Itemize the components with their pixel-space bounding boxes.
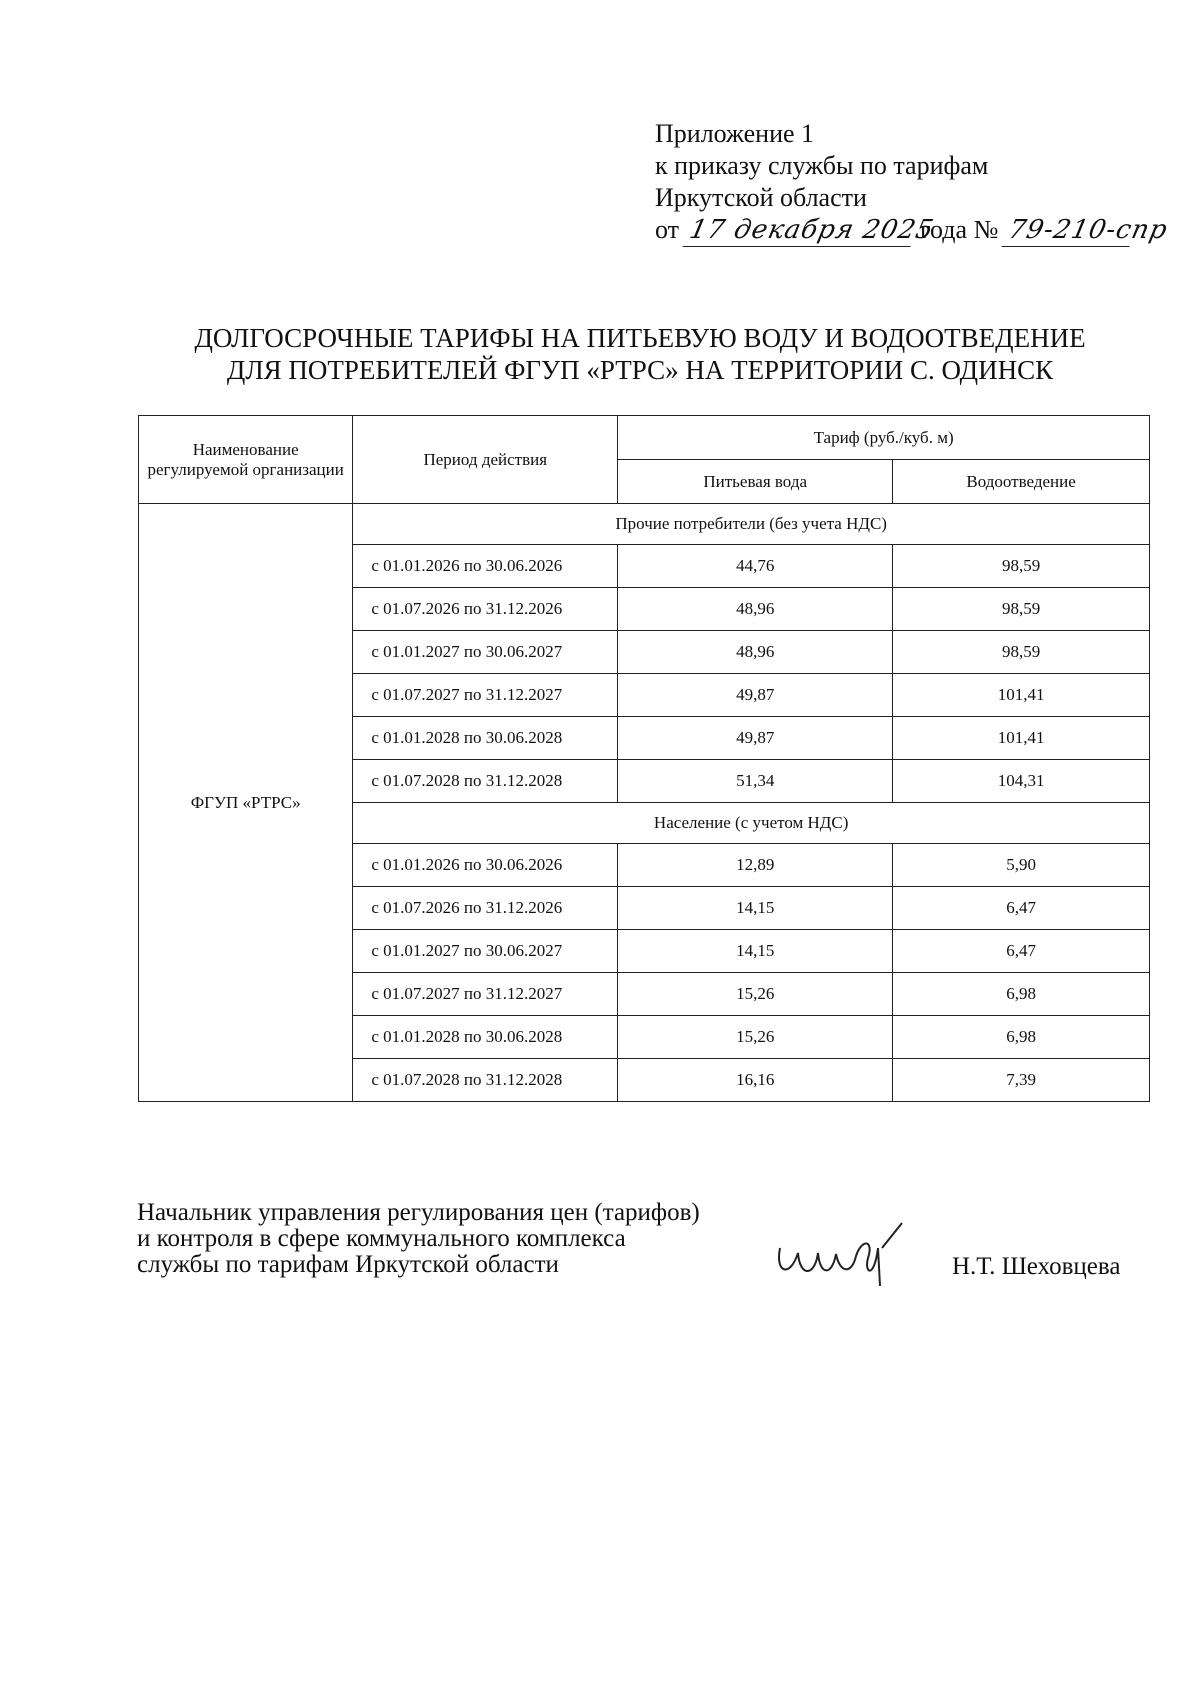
header-water: Питьевая вода (618, 460, 893, 504)
appendix-line-4 (655, 214, 1171, 247)
drain-tariff-cell: 5,90 (893, 844, 1150, 887)
appendix-line-1: Приложение 1 (655, 119, 815, 148)
period-cell: с 01.01.2027 по 30.06.2027 (353, 930, 618, 973)
drain-tariff-cell: 98,59 (893, 545, 1150, 588)
signature-line-3: службы по тарифам Иркутской области (137, 1251, 559, 1278)
appendix-block (655, 118, 1171, 247)
group-label: Население (с учетом НДС) (353, 803, 1150, 844)
header-organization: Наименование регулируемой организации (139, 416, 353, 504)
water-tariff-cell: 15,26 (618, 973, 893, 1016)
drain-tariff-cell: 101,41 (893, 717, 1150, 760)
period-cell: с 01.01.2026 по 30.06.2026 (353, 545, 618, 588)
header-drain: Водоотведение (893, 460, 1150, 504)
water-tariff-cell: 44,76 (618, 545, 893, 588)
title-line-2: ДЛЯ ПОТРЕБИТЕЛЕЙ ФГУП «РТРС» НА ТЕРРИТОРИИ С. ОДИНСК (226, 355, 1054, 385)
drain-tariff-cell: 104,31 (893, 760, 1150, 803)
header-period: Период действия (353, 416, 618, 504)
tariff-table (138, 415, 1150, 1102)
signature-line-1: Начальник управления регулирования цен (тарифов) (137, 1199, 700, 1226)
drain-tariff-cell: 6,98 (893, 973, 1150, 1016)
organization-cell: ФГУП «РТРС» (139, 504, 353, 1102)
handwritten-date: 17 декабря 2025 (682, 214, 917, 247)
water-tariff-cell: 14,15 (618, 887, 893, 930)
water-tariff-cell: 49,87 (618, 674, 893, 717)
drain-tariff-cell: 6,47 (893, 887, 1150, 930)
water-tariff-cell: 48,96 (618, 588, 893, 631)
document-title (120, 322, 1160, 386)
period-cell: с 01.07.2027 по 31.12.2027 (353, 973, 618, 1016)
water-tariff-cell: 49,87 (618, 717, 893, 760)
period-cell: с 01.07.2027 по 31.12.2027 (353, 674, 618, 717)
group-label: Прочие потребители (без учета НДС) (353, 504, 1150, 545)
water-tariff-cell: 16,16 (618, 1059, 893, 1102)
drain-tariff-cell: 101,41 (893, 674, 1150, 717)
water-tariff-cell: 48,96 (618, 631, 893, 674)
period-cell: с 01.01.2028 по 30.06.2028 (353, 1016, 618, 1059)
appendix-line-3: Иркутской области (655, 183, 867, 212)
appendix-line-2: к приказу службы по тарифам (655, 151, 989, 180)
water-tariff-cell: 12,89 (618, 844, 893, 887)
handwritten-signature (770, 1218, 920, 1288)
period-cell: с 01.01.2026 по 30.06.2026 (353, 844, 618, 887)
period-cell: с 01.07.2028 по 31.12.2028 (353, 1059, 618, 1102)
water-tariff-cell: 15,26 (618, 1016, 893, 1059)
handwritten-order-number: 79-210-спр (1001, 214, 1136, 247)
signer-name: Н.Т. Шеховцева (952, 1253, 1121, 1280)
drain-tariff-cell: 7,39 (893, 1059, 1150, 1102)
period-cell: с 01.07.2026 по 31.12.2026 (353, 588, 618, 631)
table-header-row (139, 416, 1150, 460)
period-cell: с 01.07.2026 по 31.12.2026 (353, 887, 618, 930)
signature-line-2: и контроля в сфере коммунального комплекса (137, 1225, 626, 1252)
drain-tariff-cell: 98,59 (893, 588, 1150, 631)
title-line-1: ДОЛГОСРОЧНЫЕ ТАРИФЫ НА ПИТЬЕВУЮ ВОДУ И ВОДООТВЕДЕНИЕ (194, 323, 1086, 353)
drain-tariff-cell: 98,59 (893, 631, 1150, 674)
appendix-from-label: от (655, 215, 680, 244)
water-tariff-cell: 14,15 (618, 930, 893, 973)
drain-tariff-cell: 6,98 (893, 1016, 1150, 1059)
group-row (139, 504, 1150, 545)
header-tariff: Тариф (руб./куб. м) (618, 416, 1150, 460)
appendix-year-label: года № (920, 215, 999, 244)
period-cell: с 01.07.2028 по 31.12.2028 (353, 760, 618, 803)
drain-tariff-cell: 6,47 (893, 930, 1150, 973)
period-cell: с 01.01.2027 по 30.06.2027 (353, 631, 618, 674)
water-tariff-cell: 51,34 (618, 760, 893, 803)
period-cell: с 01.01.2028 по 30.06.2028 (353, 717, 618, 760)
signature-block (137, 1200, 700, 1278)
